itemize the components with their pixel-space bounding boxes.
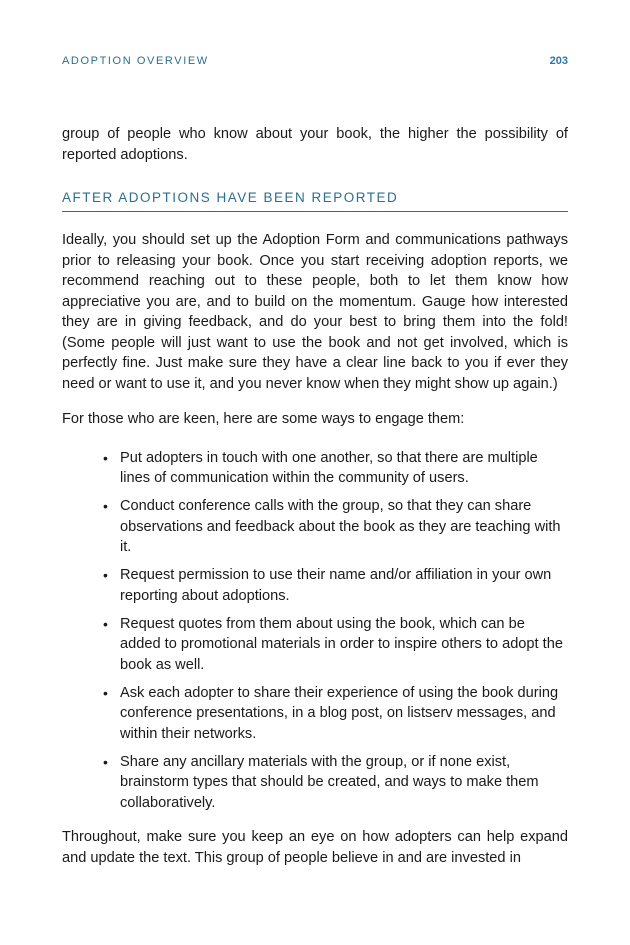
list-item-text: Share any ancillary materials with the group, or if none exist, brainstorm types that should be created, and ways to make them collaboratively. (120, 753, 539, 811)
list-item-text: Request permission to use their name and/or affiliation in your own reporting about adoptions. (120, 567, 552, 604)
engagement-list (62, 448, 568, 814)
list-item-text: Request quotes from them about using the book, which can be added to promotional materials in order to inspire others to adopt the book as well. (120, 615, 563, 673)
bullet-icon: • (103, 567, 108, 583)
running-header (62, 55, 568, 71)
running-title: ADOPTION OVERVIEW (62, 55, 209, 67)
section-heading: AFTER ADOPTIONS HAVE BEEN REPORTED (62, 190, 568, 212)
list-item (103, 448, 568, 489)
list-item (103, 565, 568, 606)
list-item (103, 752, 568, 814)
list-item (103, 614, 568, 676)
bullet-icon: • (103, 449, 108, 466)
bullet-icon: • (103, 615, 108, 632)
list-item-text: Ask each adopter to share their experience of using the book during conference presentations, in a blog post, on listserv messages, and within their networks. (120, 684, 559, 742)
page-content (62, 124, 568, 868)
body-paragraph-1: Ideally, you should set up the Adoption Form and communications pathways prior to releasing your book. Once you start receiving adoption reports, we recommend reaching out to these people, both to let them know how appreciative you are, and to build on the momentum. Gauge how interested they are in giving feedback, and do your best to bring them into the fold! (Some people will just want to use the book and not get involved, which is perfectly fine. Just make sure they have a clear line back to you if ever they need or want to use it, and you never know when they might show up again.) (62, 232, 568, 392)
bullet-icon: • (103, 753, 108, 770)
bullet-icon: • (103, 684, 108, 701)
list-item (103, 496, 568, 558)
continued-paragraph: group of people who know about your book, the higher the possibility of reported adoptions. (62, 126, 568, 163)
body-paragraph-2: For those who are keen, here are some ways to engage them: (62, 411, 465, 427)
list-item-text: Conduct conference calls with the group, so that they can share observations and feedback about the book as they are teaching with it. (120, 498, 561, 555)
bullet-icon: • (103, 498, 108, 514)
list-item-text: Put adopters in touch with one another, so that there are multiple lines of communication within the community of users. (120, 449, 538, 486)
list-item (103, 683, 568, 745)
body-paragraph-3: Throughout, make sure you keep an eye on how adopters can help expand and update the text. This group of people believe in and are invested in (62, 829, 568, 866)
page-number: 203 (549, 55, 568, 67)
